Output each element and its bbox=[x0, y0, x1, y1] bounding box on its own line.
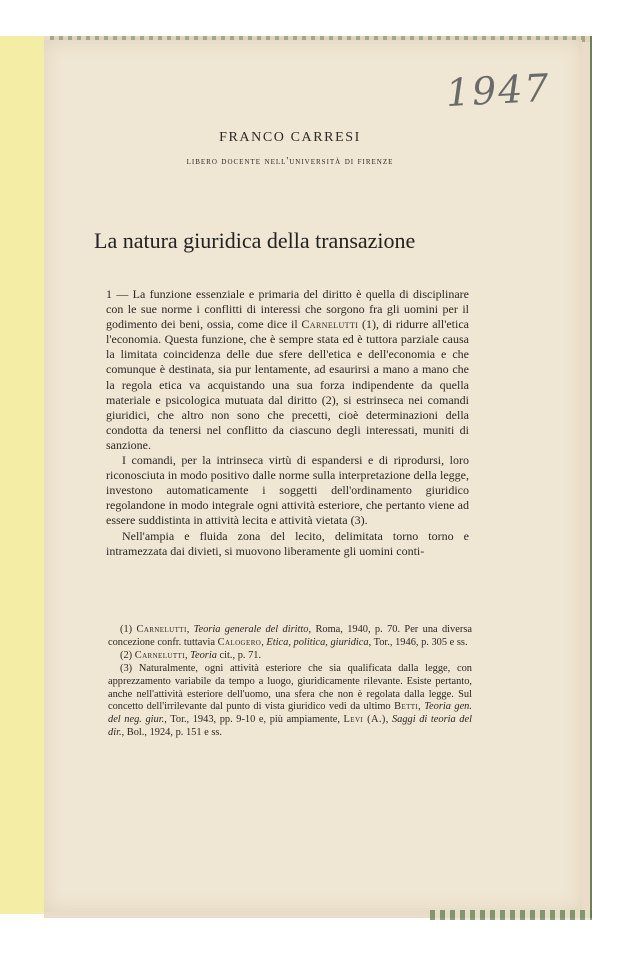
article-title: La natura giuridica della transazione bbox=[94, 228, 416, 253]
cover-pattern-bottom bbox=[430, 910, 592, 920]
author-name: FRANCO CARRESI bbox=[219, 130, 361, 145]
yellow-bookmark-strip bbox=[0, 36, 44, 914]
handwritten-year: 1947 bbox=[444, 65, 552, 116]
cited-author: Carnelutti bbox=[301, 317, 359, 332]
paragraph-2: I comandi, per la intrinseca virtù di espandersi e di riprodursi, loro riconosciuta in modo positivo dalle norme sulla interpretazione della legge, investono automaticamente i soggetti dell'ordinamento giuridico regolandone in modo integrale ogni attività esteriore, che pertanto viene ad essere suddistinta in attività lecita e attività vietata (3). bbox=[106, 453, 469, 528]
author-affiliation: libero docente nell'università di firenze bbox=[186, 156, 394, 167]
paragraph-1: 1 — La funzione essenziale e primaria del diritto è quella di disciplinare con le sue norme i conflitti di interessi che sorgono fra gli uomini per il godimento dei beni, ossia, come dice il Carnelutti (1), di ridurre all'etica l'economia. Questa funzione, che è sempre stata ed è tuttora parziale causa la limitata coincidenza delle due sfere dell'etica e dell'economia e che comunque è destinata, sia pur lentamente, ad esaurirsi a mano a mano che la regola etica va acquistando una sua forza indipendente da quella materiale e psicologica mutuata dal diritto (2), si estrinseca nei comandi giuridici, che altro non sono che precetti, cioè determinazioni della condotta da tenersi nel conflitto da ciascuno degli interessati, muniti di sanzione. bbox=[106, 287, 469, 452]
footnote-2: (2) Carnelutti, Teoria cit., p. 71. bbox=[120, 649, 262, 661]
article-body bbox=[106, 287, 469, 559]
author-block bbox=[90, 130, 490, 167]
footnote-1: (1) Carnelutti, Teoria generale del diritto, Roma, 1940, p. 70. Per una diversa concezione confr. tuttavia Calogero, Etica, politica, giuridica, Tor., 1946, p. 305 e ss. bbox=[108, 624, 472, 648]
footnote-3: (3) Naturalmente, ogni attività esteriore che sia qualificata dalla legge, con apprezzamento variabile da tempo a luogo, giuridicamente rilevante. Esiste pertanto, anche nell'attività esteriore dell'uomo, una sfera che non è regolata dalla legge. Sul concetto dell'irrilevante dal punto di vista giuridico vedi da ultimo Betti, Teoria gen. del neg. giur., Tor., 1943, pp. 9-10 e, più ampiamente, Levi (A.), Saggi di teoria del dir., Bol., 1924, p. 151 e ss. bbox=[108, 662, 472, 739]
paragraph-3: Nell'ampia e fluida zona del lecito, delimitata torno torno e intramezzata dai divieti, si muovono liberamente gli uomini conti- bbox=[106, 528, 469, 558]
footnotes bbox=[108, 624, 472, 740]
